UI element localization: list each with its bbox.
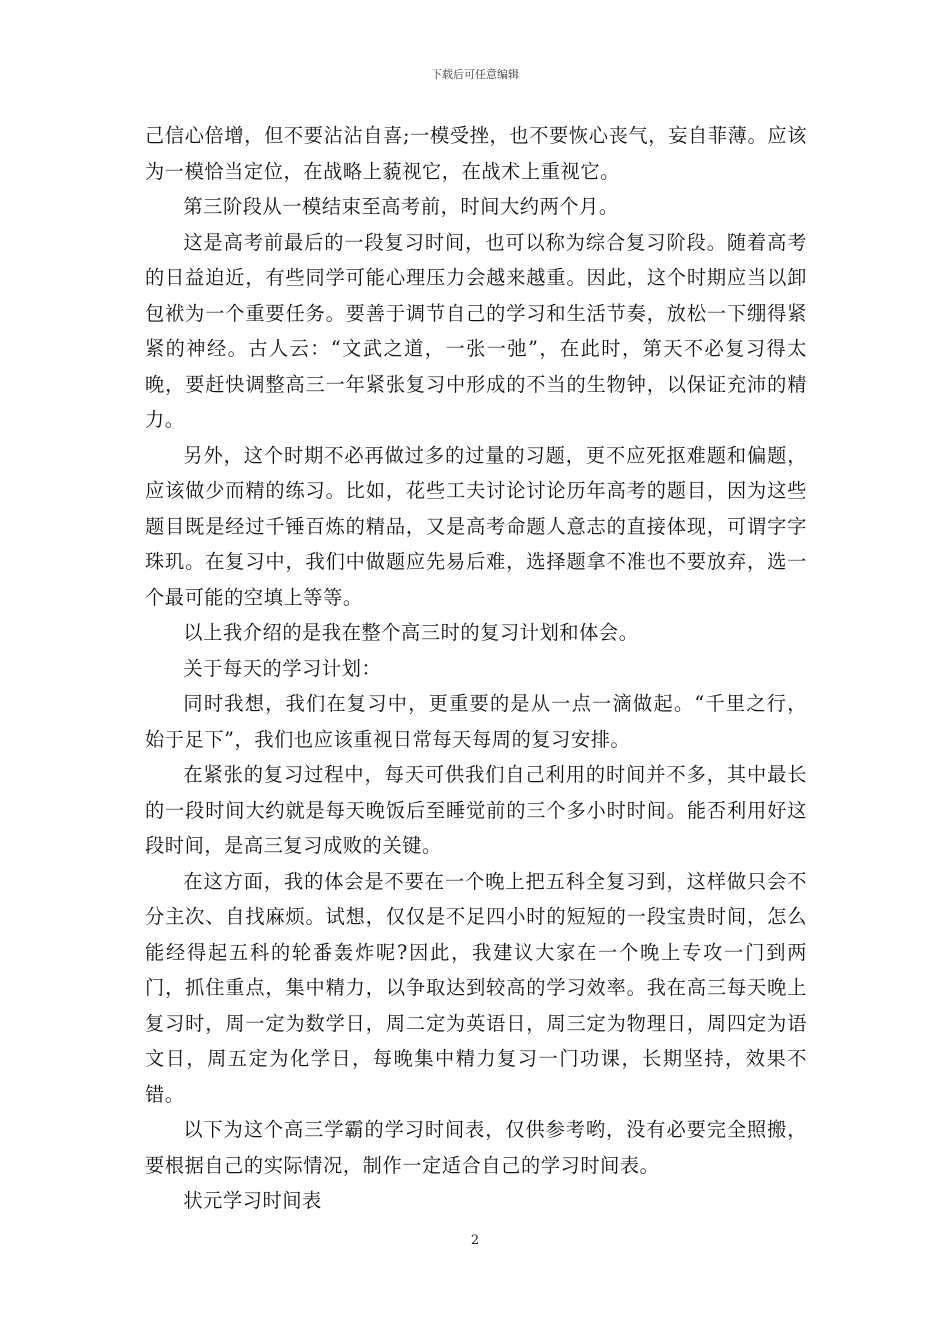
page-number: 2 (470, 1233, 480, 1248)
paragraph: 同时我想，我们在复习中，更重要的是从一点一滴做起。“千里之行，始于足下”，我们也应该重视日常每天每周的复习安排。 (145, 692, 807, 751)
paragraph-continued: 己信心倍增，但不要沾沾自喜;一模受挫，也不要恢心丧气，妄自菲薄。应该为一模恰当定位，在战略上藐视它，在战术上重视它。 (145, 124, 807, 183)
section-heading: 状元学习时间表 (183, 1189, 322, 1212)
paragraph: 这是高考前最后的一段复习时间，也可以称为综合复习阶段。随着高考的日益迫近，有些同学可能心理压力会越来越重。因此，这个时期应当以卸包袱为一个重要任务。要善于调节自己的学习和生活节奏，放松一下绷得紧紧的神经。古人云：“文武之道，一张一弛”，在此时，第天不必复习得太晚，要赶快调整高三一年紧张复习中形成的不当的生物钟，以保证充沛的精力。 (145, 230, 807, 431)
paragraph: 在紧张的复习过程中，每天可供我们自己利用的时间并不多，其中最长的一段时间大约就是每天晚饭后至睡觉前的三个多小时时间。能否利用好这段时间，是高三复习成败的关键。 (145, 763, 807, 857)
paragraph: 以下为这个高三学霸的学习时间表，仅供参考哟，没有必要完全照搬，要根据自己的实际情况，制作一定适合自己的学习时间表。 (145, 1118, 807, 1177)
page-header: 下载后可任意编辑 (431, 68, 519, 81)
paragraph: 以上我介绍的是我在整个高三时的复习计划和体会。 (183, 621, 639, 644)
document-body (145, 118, 807, 1219)
section-heading: 关于每天的学习计划： (183, 656, 382, 680)
paragraph: 在这方面，我的体会是不要在一个晚上把五科全复习到，这样做只会不分主次、自找麻烦。试想，仅仅是不足四小时的短短的一段宝贵时间，怎么能经得起五科的轮番轰炸呢?因此，我建议大家在一个晚上专攻一门到两门，抓住重点，集中精力，以争取达到较高的学习效率。我在高三每天晚上复习时，周一定为数学日，周二定为英语日，周三定为物理日，周四定为语文日，周五定为化学日，每晚集中精力复习一门功课，长期坚持，效果不错。 (145, 869, 807, 1106)
paragraph: 第三阶段从一模结束至高考前，时间大约两个月。 (183, 195, 619, 218)
paragraph: 另外，这个时期不必再做过多的过量的习题，更不应死抠难题和偏题，应该做少而精的练习。比如，花些工夫讨论讨论历年高考的题目，因为这些题目既是经过千锤百炼的精品，又是高考命题人意志的直接体现，可谓字字珠玑。在复习中，我们中做题应先易后难，选择题拿不准也不要放弃，选一个最可能的空填上等等。 (145, 443, 807, 609)
